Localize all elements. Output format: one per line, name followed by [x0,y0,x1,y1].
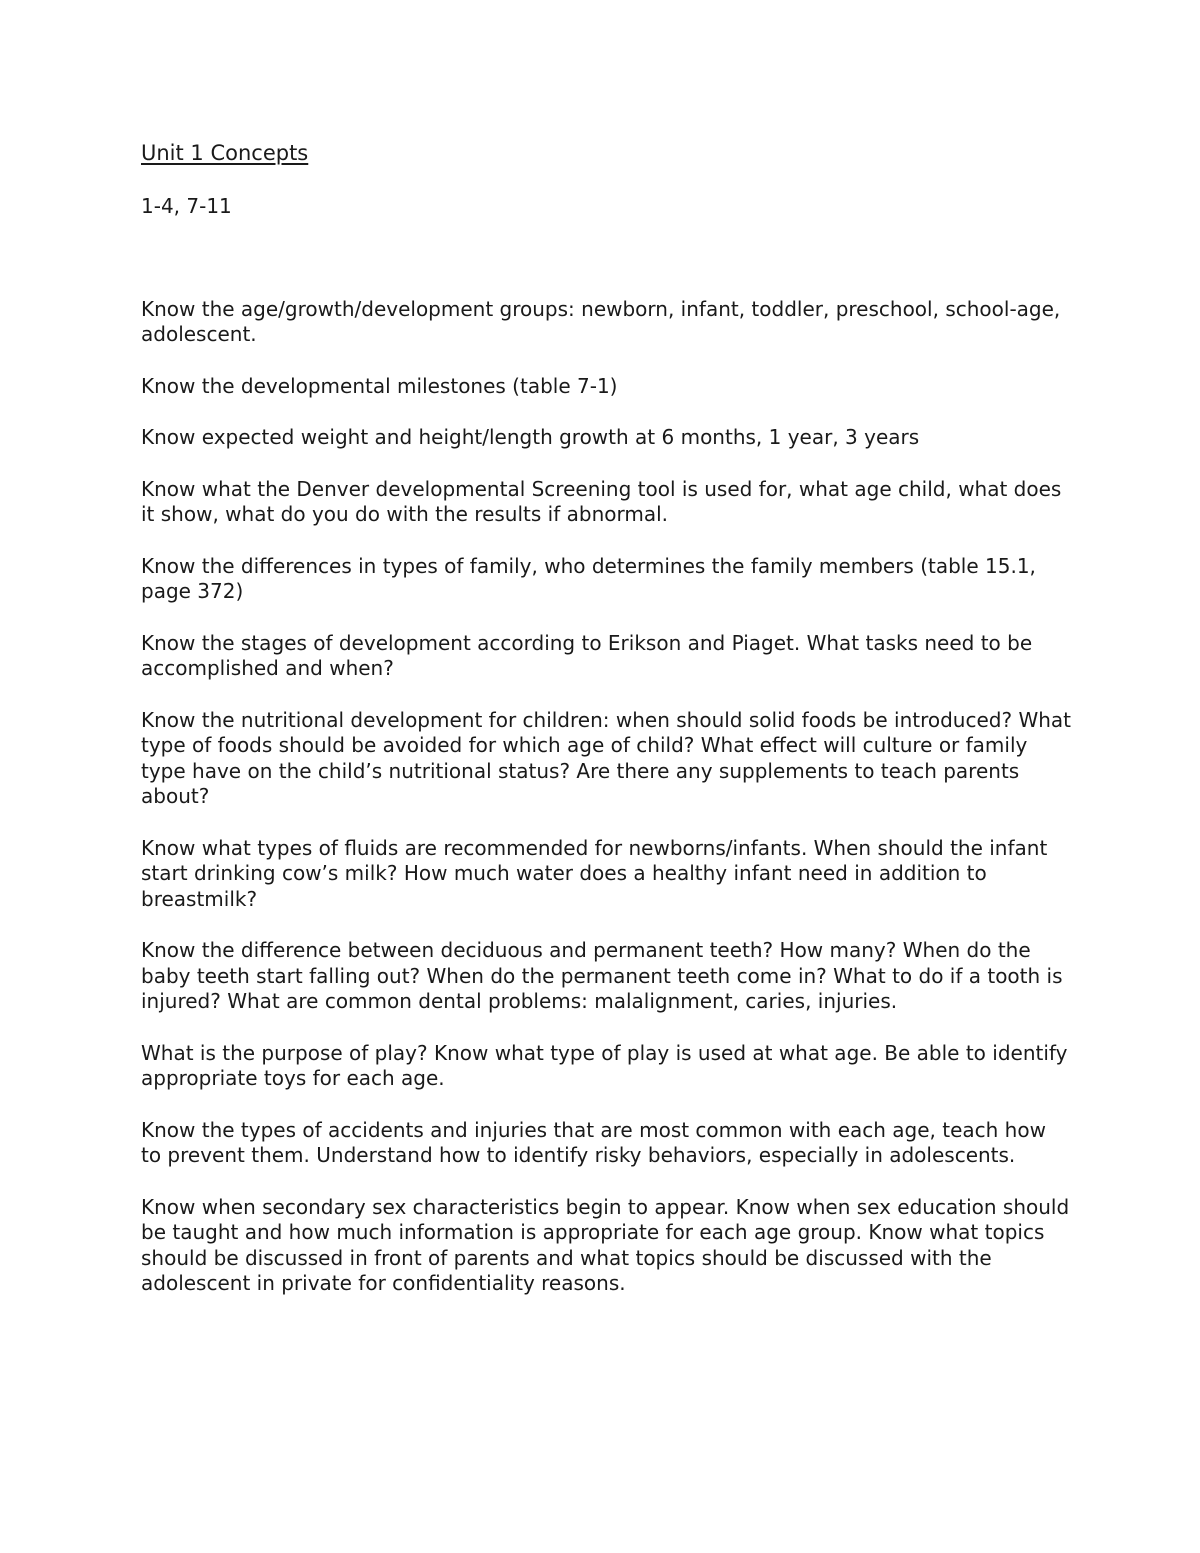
concept-item-milestones: Know the developmental milestones (table 7-1) [141,373,618,398]
concept-item-play: What is the purpose of play? Know what type of play is used at what age. Be able to identify appropriate toys for each age. [141,1040,1068,1090]
concept-item-nutrition: Know the nutritional development for children: when should solid foods be introduced? What type of foods should be avoided for which age of child? What effect will culture or family type have on the child’s nutritional status? Are there any supplements to teach parents about? [141,707,1071,808]
concept-item-fluids: Know what types of fluids are recommended for newborns/infants. When should the infant start drinking cow’s milk? How much water does a healthy infant need in addition to breastmilk? [141,835,1048,911]
concept-item-growth: Know expected weight and height/length growth at 6 months, 1 year, 3 years [141,425,920,449]
concept-item-erikson-piaget: Know the stages of development according to Erikson and Piaget. What tasks need to be accomplished and when? [141,630,1033,680]
chapter-range: 1-4, 7-11 [141,194,232,218]
document-body [141,139,1071,1323]
concept-item-injuries: Know the types of accidents and injuries that are most common with each age, teach how to prevent them. Understand how to identify risky behaviors, especially in adolescents. [141,1117,1046,1167]
concept-item-family-types: Know the differences in types of family, who determines the family members (table 15.1, page 372) [141,553,1036,603]
page-title: Unit 1 Concepts [141,141,309,165]
concept-item-age-groups: Know the age/growth/development groups: newborn, infant, toddler, preschool, school-age, adolescent. [141,296,1061,346]
concept-item-teeth: Know the difference between deciduous and permanent teeth? How many? When do the baby teeth start falling out? When do the permanent teeth come in? What to do if a tooth is injured? What are common dental problems: malalignment, caries, injuries. [141,938,1063,1013]
concept-item-denver-screening: Know what the Denver developmental Screening tool is used for, what age child, what does it show, what do you do with the results if abnormal. [141,476,1062,526]
concept-item-sex-education: Know when secondary sex characteristics begin to appear. Know when sex education should be taught and how much information is appropriate for each age group. Know what topics should be discussed in front of parents and what topics should be discussed with the adolescent in private for confidentiality reasons. [141,1194,1070,1295]
concept-list [141,297,1071,1297]
